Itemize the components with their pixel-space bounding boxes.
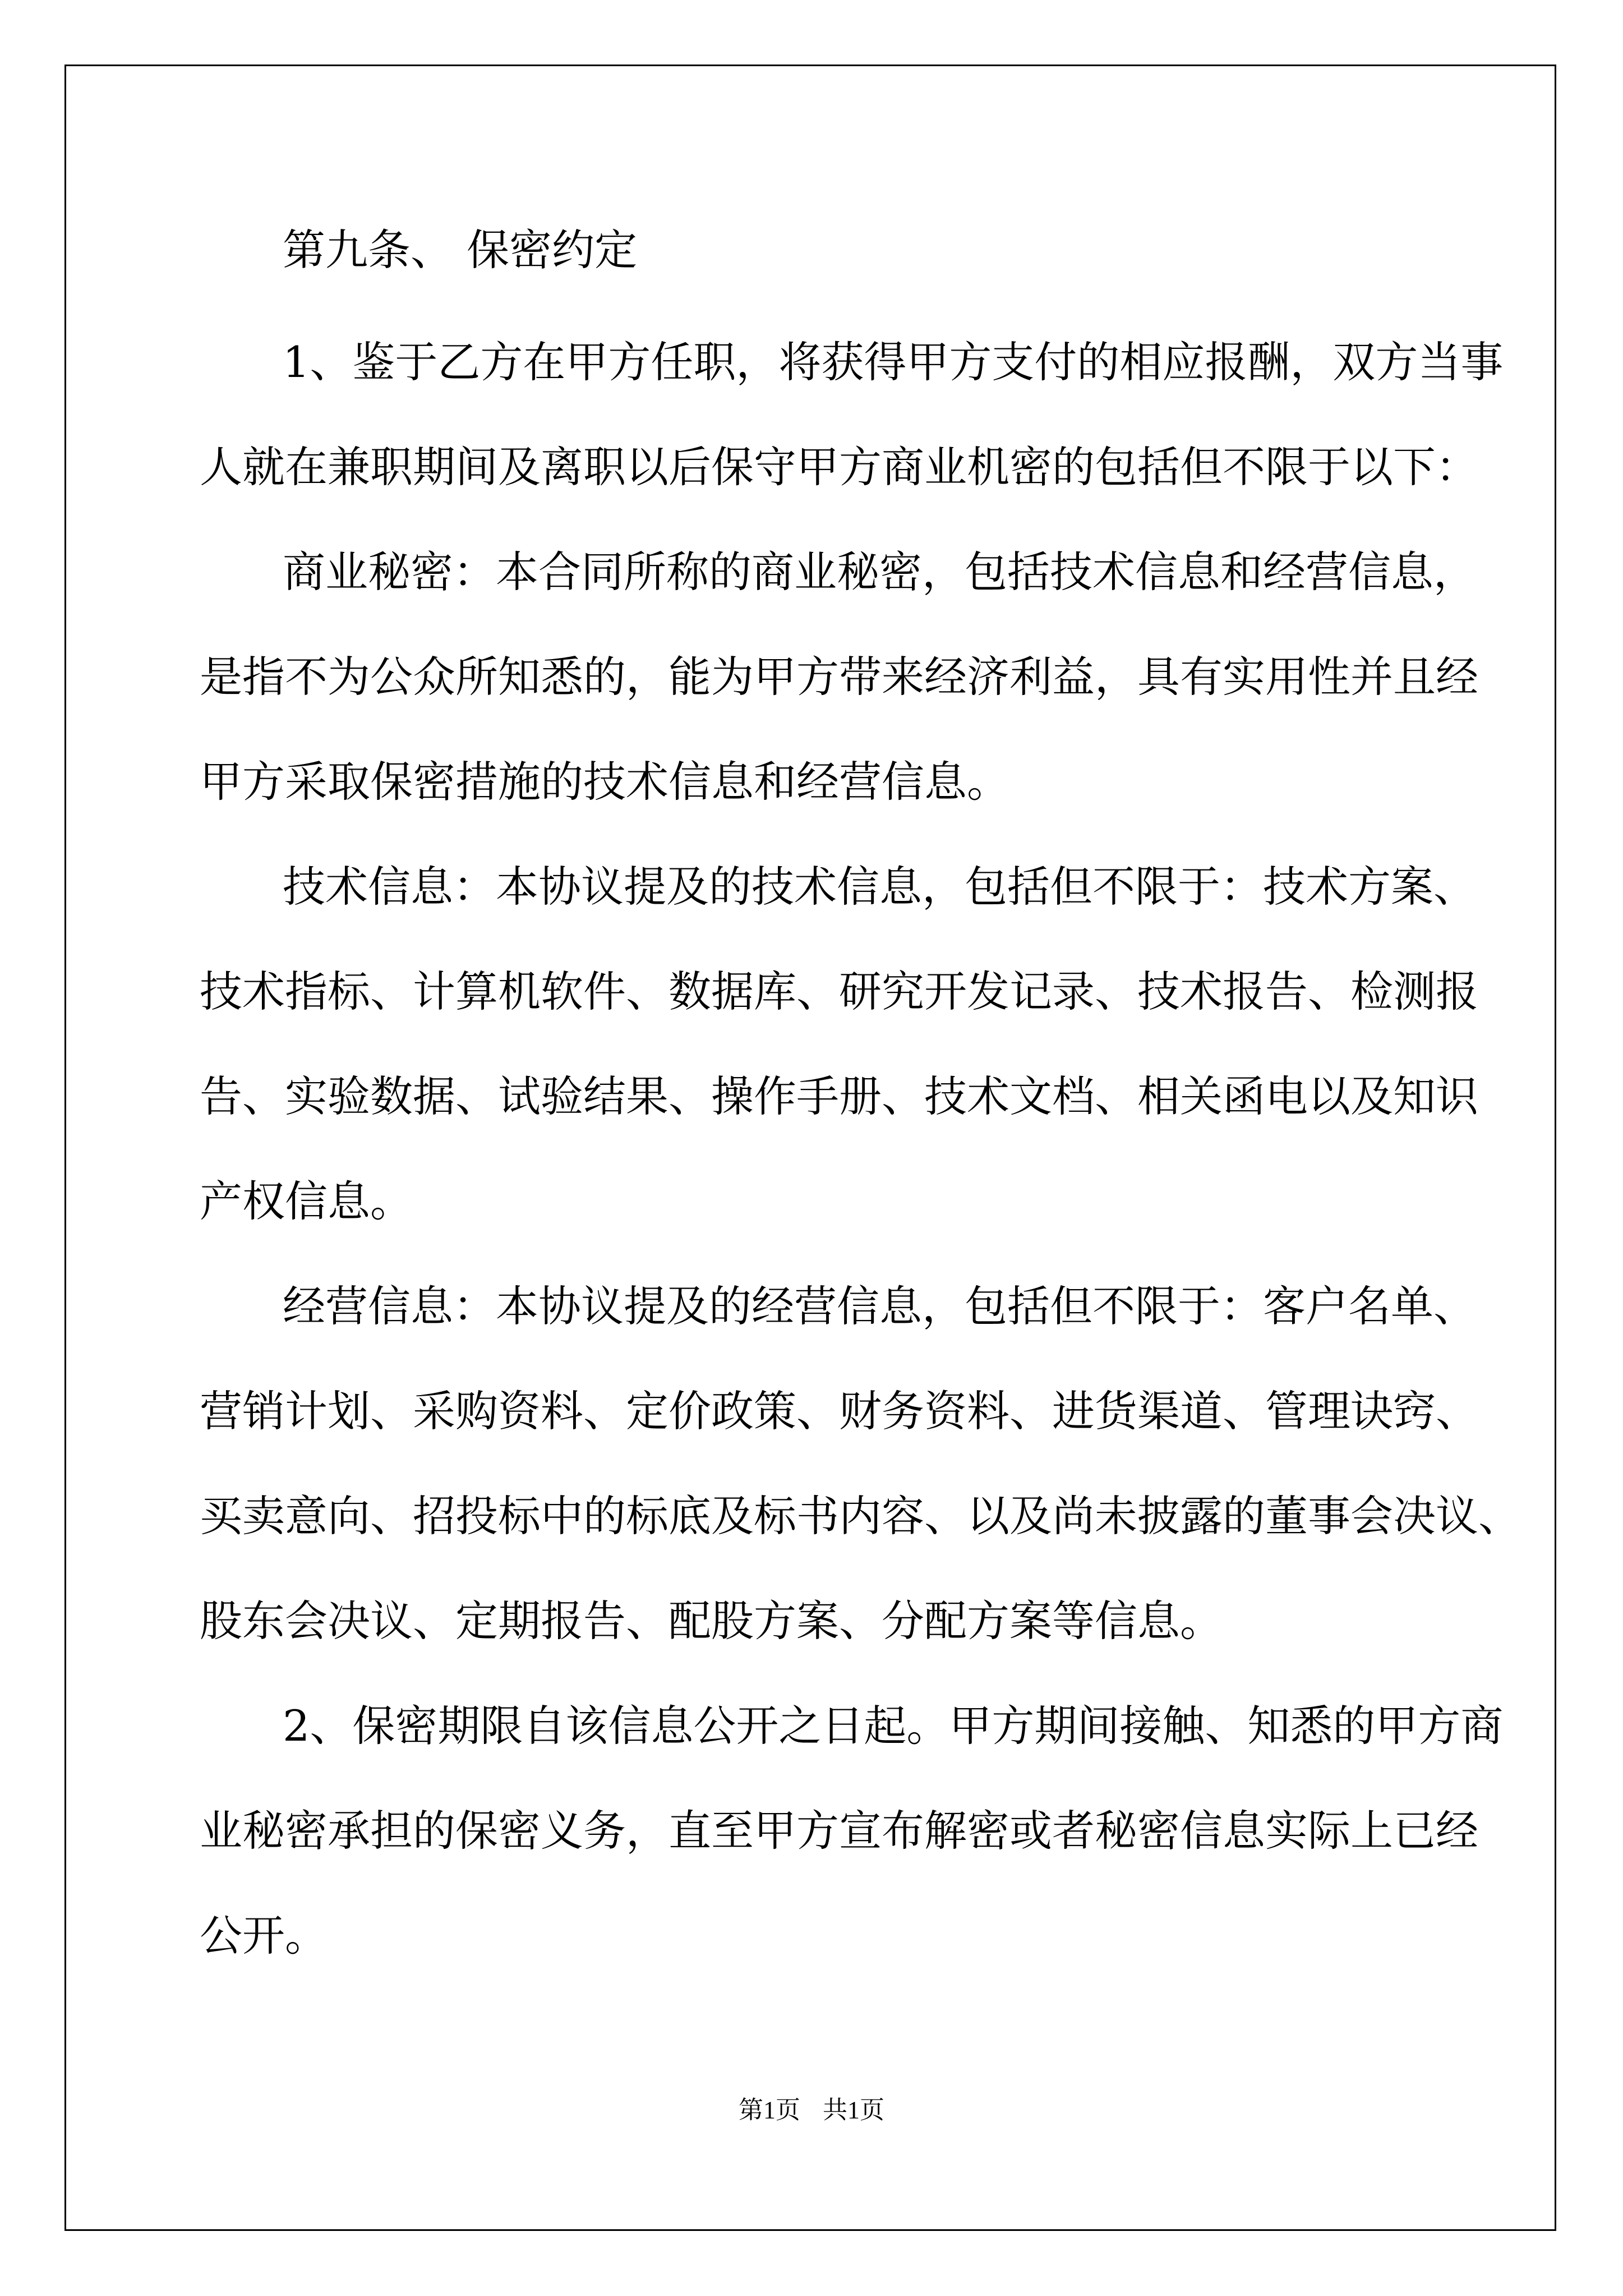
paragraph-line: 商业秘密：本合同所称的商业秘密，包括技术信息和经营信息，	[283, 547, 1476, 597]
paragraph-line: 技术信息：本协议提及的技术信息，包括但不限于：技术方案、	[283, 862, 1476, 912]
paragraph-line: 甲方采取保密措施的技术信息和经营信息。	[200, 757, 1009, 807]
section-heading: 第九条、 保密约定	[283, 225, 638, 275]
paragraph-line: 是指不为公众所知悉的，能为甲方带来经济利益，具有实用性并且经	[200, 652, 1478, 702]
paragraph-line: 2、保密期限自该信息公开之日起。甲方期间接触、知悉的甲方商	[283, 1701, 1504, 1751]
paragraph-line: 告、实验数据、试验结果、操作手册、技术文档、相关函电以及知识	[200, 1071, 1478, 1121]
page-total: 共1页	[823, 2096, 884, 2124]
page-number: 第1页	[739, 2096, 800, 2124]
paragraph-line: 业秘密承担的保密义务，直至甲方宣布解密或者秘密信息实际上已经	[200, 1806, 1478, 1856]
page-footer	[0, 2098, 1623, 2123]
paragraph-line: 公开。	[200, 1911, 328, 1961]
paragraph-line: 1、鉴于乙方在甲方任职，将获得甲方支付的相应报酬，双方当事	[283, 337, 1504, 387]
paragraph-line: 营销计划、采购资料、定价政策、财务资料、进货渠道、管理诀窍、	[200, 1386, 1478, 1436]
paragraph-line: 人就在兼职期间及离职以后保守甲方商业机密的包括但不限于以下：	[200, 442, 1478, 492]
paragraph-line: 买卖意向、招投标中的标底及标书内容、以及尚未披露的董事会决议、	[200, 1491, 1521, 1541]
paragraph-line: 经营信息：本协议提及的经营信息，包括但不限于：客户名单、	[283, 1281, 1476, 1331]
paragraph-line: 产权信息。	[200, 1176, 413, 1226]
paragraph-line: 股东会决议、定期报告、配股方案、分配方案等信息。	[200, 1596, 1223, 1646]
paragraph-line: 技术指标、计算机软件、数据库、研究开发记录、技术报告、检测报	[200, 967, 1478, 1016]
page-border	[64, 65, 1556, 2231]
